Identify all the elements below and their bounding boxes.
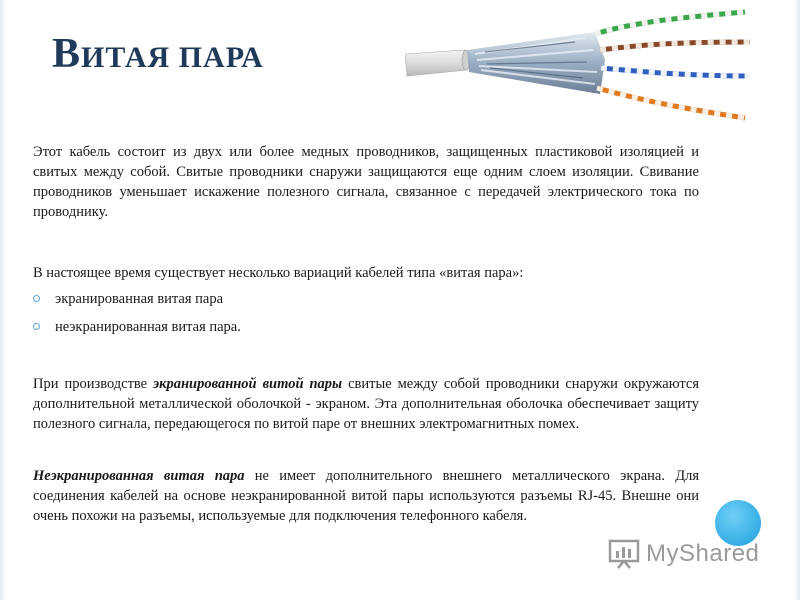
twisted-pair-cable-image	[405, 2, 755, 132]
list-item-text: экранированная витая пара	[55, 291, 224, 307]
myshared-watermark	[608, 537, 759, 571]
slide-right-border	[794, 0, 800, 600]
title-rest: ИТАЯ ПАРА	[81, 41, 264, 74]
paragraph-shielded-before: При производстве	[33, 376, 154, 392]
paragraph-unshielded	[33, 466, 699, 526]
slide-title	[52, 30, 264, 78]
paragraph-shielded-emphasis: экранированной витой пары	[153, 376, 343, 392]
paragraph-shielded-after: свитые между собой проводники снаружи окружаются дополнительной металлической оболочкой - экраном. Эта дополнительная оболочка обеспечивает защиту полезного сигнала, передающегося по витой паре от внешних электромагнитных помех.	[33, 376, 699, 432]
presentation-board-icon	[608, 539, 640, 569]
slide-left-border	[0, 0, 6, 600]
list-item-text: неэкранированная витая пара.	[55, 319, 241, 335]
paragraph-unshielded-after: не имеет дополнительного внешнего металлического экрана. Для соединения кабелей на основе неэкранированной витой пары используются разъемы RJ-45. Внешне они очень похожи на разъемы, используемые для подключения телефонного кабеля.	[33, 468, 699, 524]
paragraph-intro: Этот кабель состоит из двух или более медных проводников, защищенных пластиковой изоляцией и свитых между собой. Свитые проводники снаружи защищаются еще одним слоем изоляции. Свивание проводников уменьшает искажение полезного сигнала, связанное с передачей электрического тока по проводнику.	[33, 144, 699, 220]
paragraph-unshielded-emphasis: Неэкранированная витая пара	[33, 468, 245, 484]
paragraph-shielded	[33, 374, 699, 434]
bullet-circle-icon	[33, 323, 40, 330]
paragraph-variations: В настоящее время существует несколько вариаций кабелей типа «витая пара»:	[33, 265, 524, 281]
watermark-text: MyShared	[646, 540, 760, 567]
bullet-circle-icon	[33, 295, 40, 302]
title-initial: В	[52, 31, 82, 77]
